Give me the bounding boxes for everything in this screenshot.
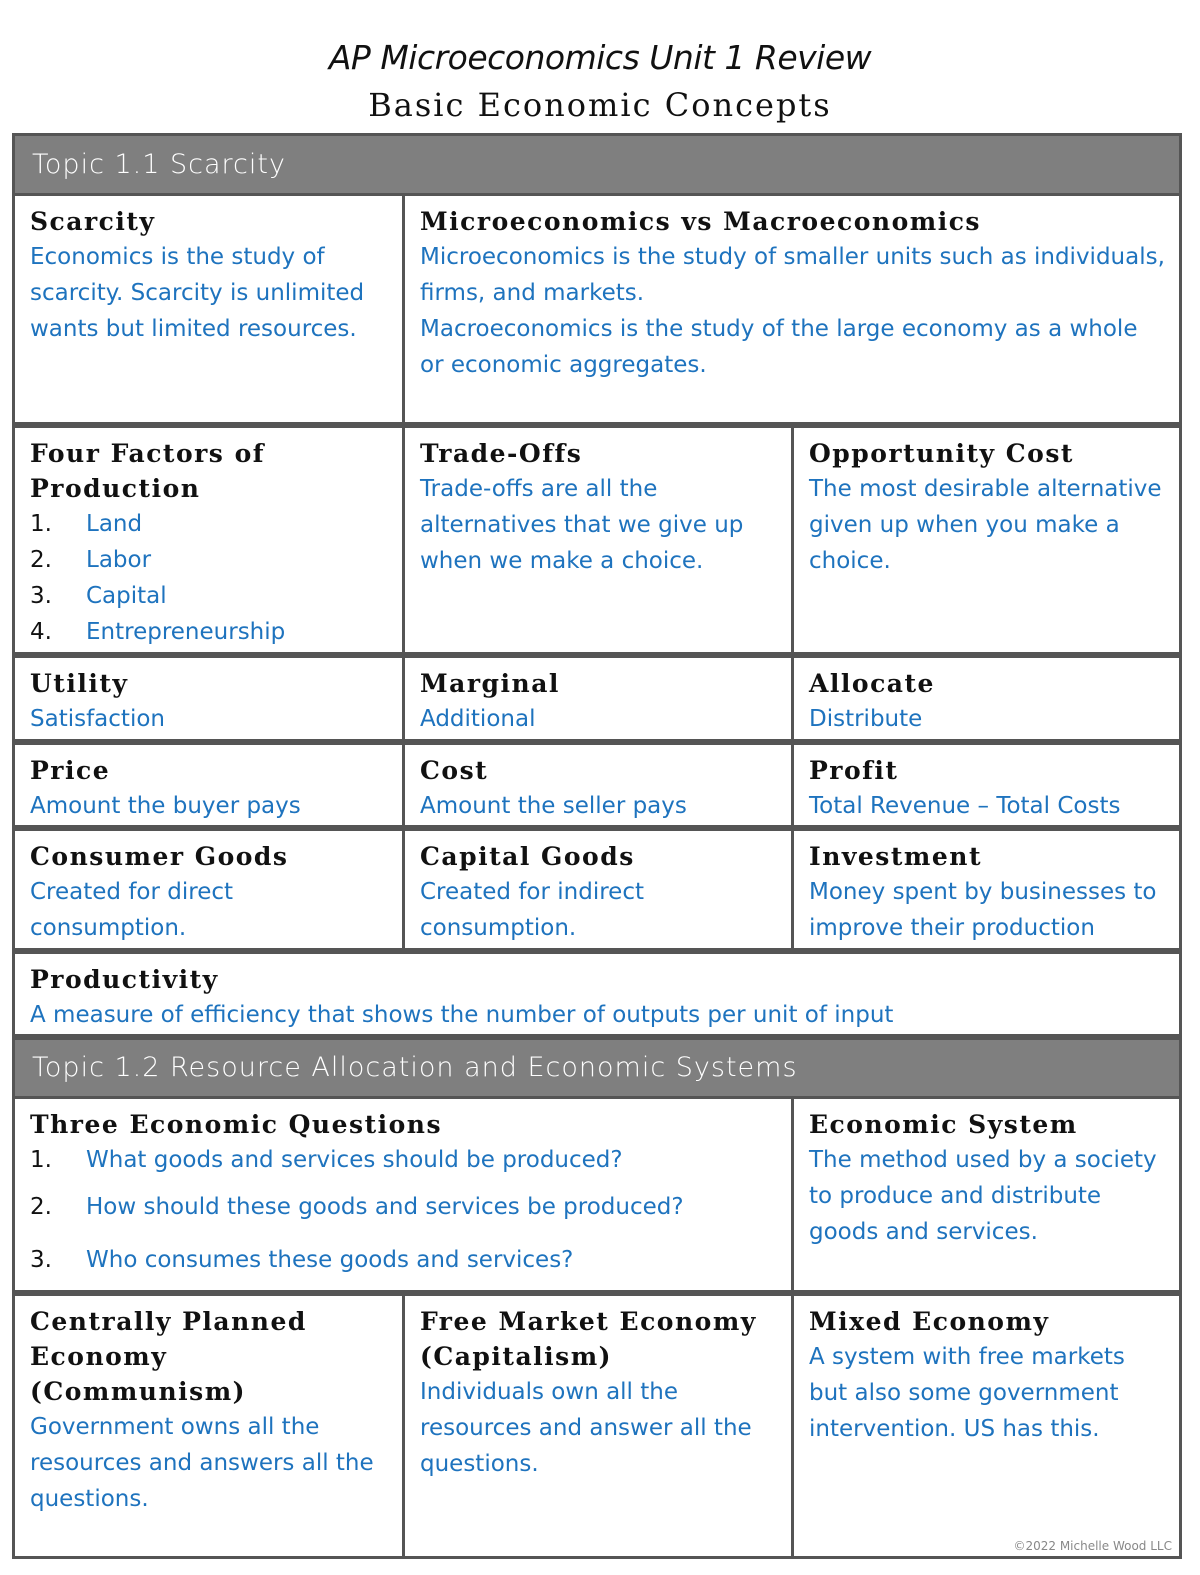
term-opportunity: Opportunity Cost [809, 439, 1074, 468]
list-item: 4. Entrepreneurship [30, 619, 286, 645]
def-capital-goods: Created for indirect consumption. [420, 879, 644, 941]
term-productivity: Productivity [30, 965, 219, 994]
row-price [12, 742, 1182, 828]
cell-cost [405, 745, 794, 825]
cell-mixed-economy [794, 1296, 1179, 1556]
topic-1-1-header: Topic 1.1 Scarcity [12, 133, 1182, 196]
row-economy-types [12, 1293, 1182, 1559]
cell-economic-system [794, 1099, 1179, 1290]
row-scarcity [12, 196, 1182, 425]
term-micro-macro: Microeconomics vs Macroeconomics [420, 207, 981, 236]
def-productivity: A measure of efficiency that shows the number of outputs per unit of input [30, 1002, 894, 1028]
cell-central-economy [15, 1296, 405, 1556]
list-item: 3. Capital [30, 583, 167, 609]
def-consumer-goods: Created for direct consumption. [30, 879, 234, 941]
list-item: 2. Labor [30, 547, 152, 573]
def-opportunity: The most desirable alternative given up when you make a choice. [809, 476, 1162, 574]
cell-consumer-goods [15, 831, 405, 948]
cell-profit [794, 745, 1179, 825]
row-goods [12, 828, 1182, 951]
def-profit: Total Revenue – Total Costs [809, 793, 1121, 819]
term-investment: Investment [809, 842, 983, 871]
cell-free-market [405, 1296, 794, 1556]
def-utility: Satisfaction [30, 706, 165, 732]
def-economic-system: The method used by a society to produce and distribute goods and services. [809, 1147, 1157, 1245]
row-productivity [12, 951, 1182, 1037]
questions-list [30, 1142, 777, 1278]
def-tradeoffs: Trade-offs are all the alternatives that we give up when we make a choice. [420, 476, 744, 574]
row-economic-questions [12, 1099, 1182, 1293]
cell-marginal [405, 658, 794, 739]
cell-productivity [15, 954, 1179, 1034]
term-allocate: Allocate [809, 669, 935, 698]
cell-micro-macro [405, 196, 1179, 422]
term-cost: Cost [420, 756, 489, 785]
def-allocate: Distribute [809, 706, 923, 732]
def-central-economy: Government owns all the resources and answers all the questions. [30, 1414, 374, 1512]
factors-list [30, 506, 388, 650]
def-price: Amount the buyer pays [30, 793, 301, 819]
page-title: AP Microeconomics Unit 1 Review [328, 38, 872, 77]
cell-capital-goods [405, 831, 794, 948]
row-factors [12, 425, 1182, 655]
cell-investment [794, 831, 1179, 948]
term-capital-goods: Capital Goods [420, 842, 635, 871]
def-cost: Amount the seller pays [420, 793, 687, 819]
term-economic-system: Economic System [809, 1110, 1078, 1139]
cell-tradeoffs [405, 428, 794, 652]
term-utility: Utility [30, 669, 129, 698]
cell-opportunity [794, 428, 1179, 652]
term-price: Price [30, 756, 111, 785]
term-questions: Three Economic Questions [30, 1110, 443, 1139]
def-free-market: Individuals own all the resources and answer all the questions. [420, 1379, 752, 1477]
term-consumer-goods: Consumer Goods [30, 842, 289, 871]
def-scarcity: Economics is the study of scarcity. Scarcity is unlimited wants but limited resources. [30, 244, 365, 342]
list-item: 1. What goods and services should be produced? [30, 1147, 623, 1173]
topic-1-2-header: Topic 1.2 Resource Allocation and Economic Systems [12, 1037, 1182, 1099]
cell-factors [15, 428, 405, 652]
row-utility [12, 655, 1182, 742]
term-profit: Profit [809, 756, 899, 785]
copyright-notice: ©2022 Michelle Wood LLC [1013, 1539, 1172, 1553]
page-subtitle: Basic Economic Concepts [368, 86, 832, 124]
def-micro: Microeconomics is the study of smaller units such as individuals, firms, and markets. [420, 244, 1165, 306]
cell-questions [15, 1099, 794, 1290]
cell-scarcity [15, 196, 405, 422]
list-item: 1. Land [30, 511, 143, 537]
list-item: 2. How should these goods and services be produced? [30, 1194, 684, 1220]
term-mixed-economy: Mixed Economy [809, 1307, 1050, 1336]
def-investment: Money spent by businesses to improve their production [809, 879, 1157, 941]
list-item: 3. Who consumes these goods and services? [30, 1247, 574, 1273]
cell-price [15, 745, 405, 825]
def-marginal: Additional [420, 706, 536, 732]
term-central-economy: Centrally Planned Economy (Communism) [30, 1307, 307, 1406]
cell-utility [15, 658, 405, 739]
def-mixed-economy: A system with free markets but also some government intervention. US has this. [809, 1344, 1125, 1442]
term-marginal: Marginal [420, 669, 560, 698]
def-macro: Macroeconomics is the study of the large economy as a whole or economic aggregates. [420, 316, 1138, 378]
cell-allocate [794, 658, 1179, 739]
term-scarcity: Scarcity [30, 207, 156, 236]
term-factors: Four Factors of Production [30, 439, 266, 503]
term-free-market: Free Market Economy (Capitalism) [420, 1307, 757, 1371]
term-tradeoffs: Trade-Offs [420, 439, 583, 468]
